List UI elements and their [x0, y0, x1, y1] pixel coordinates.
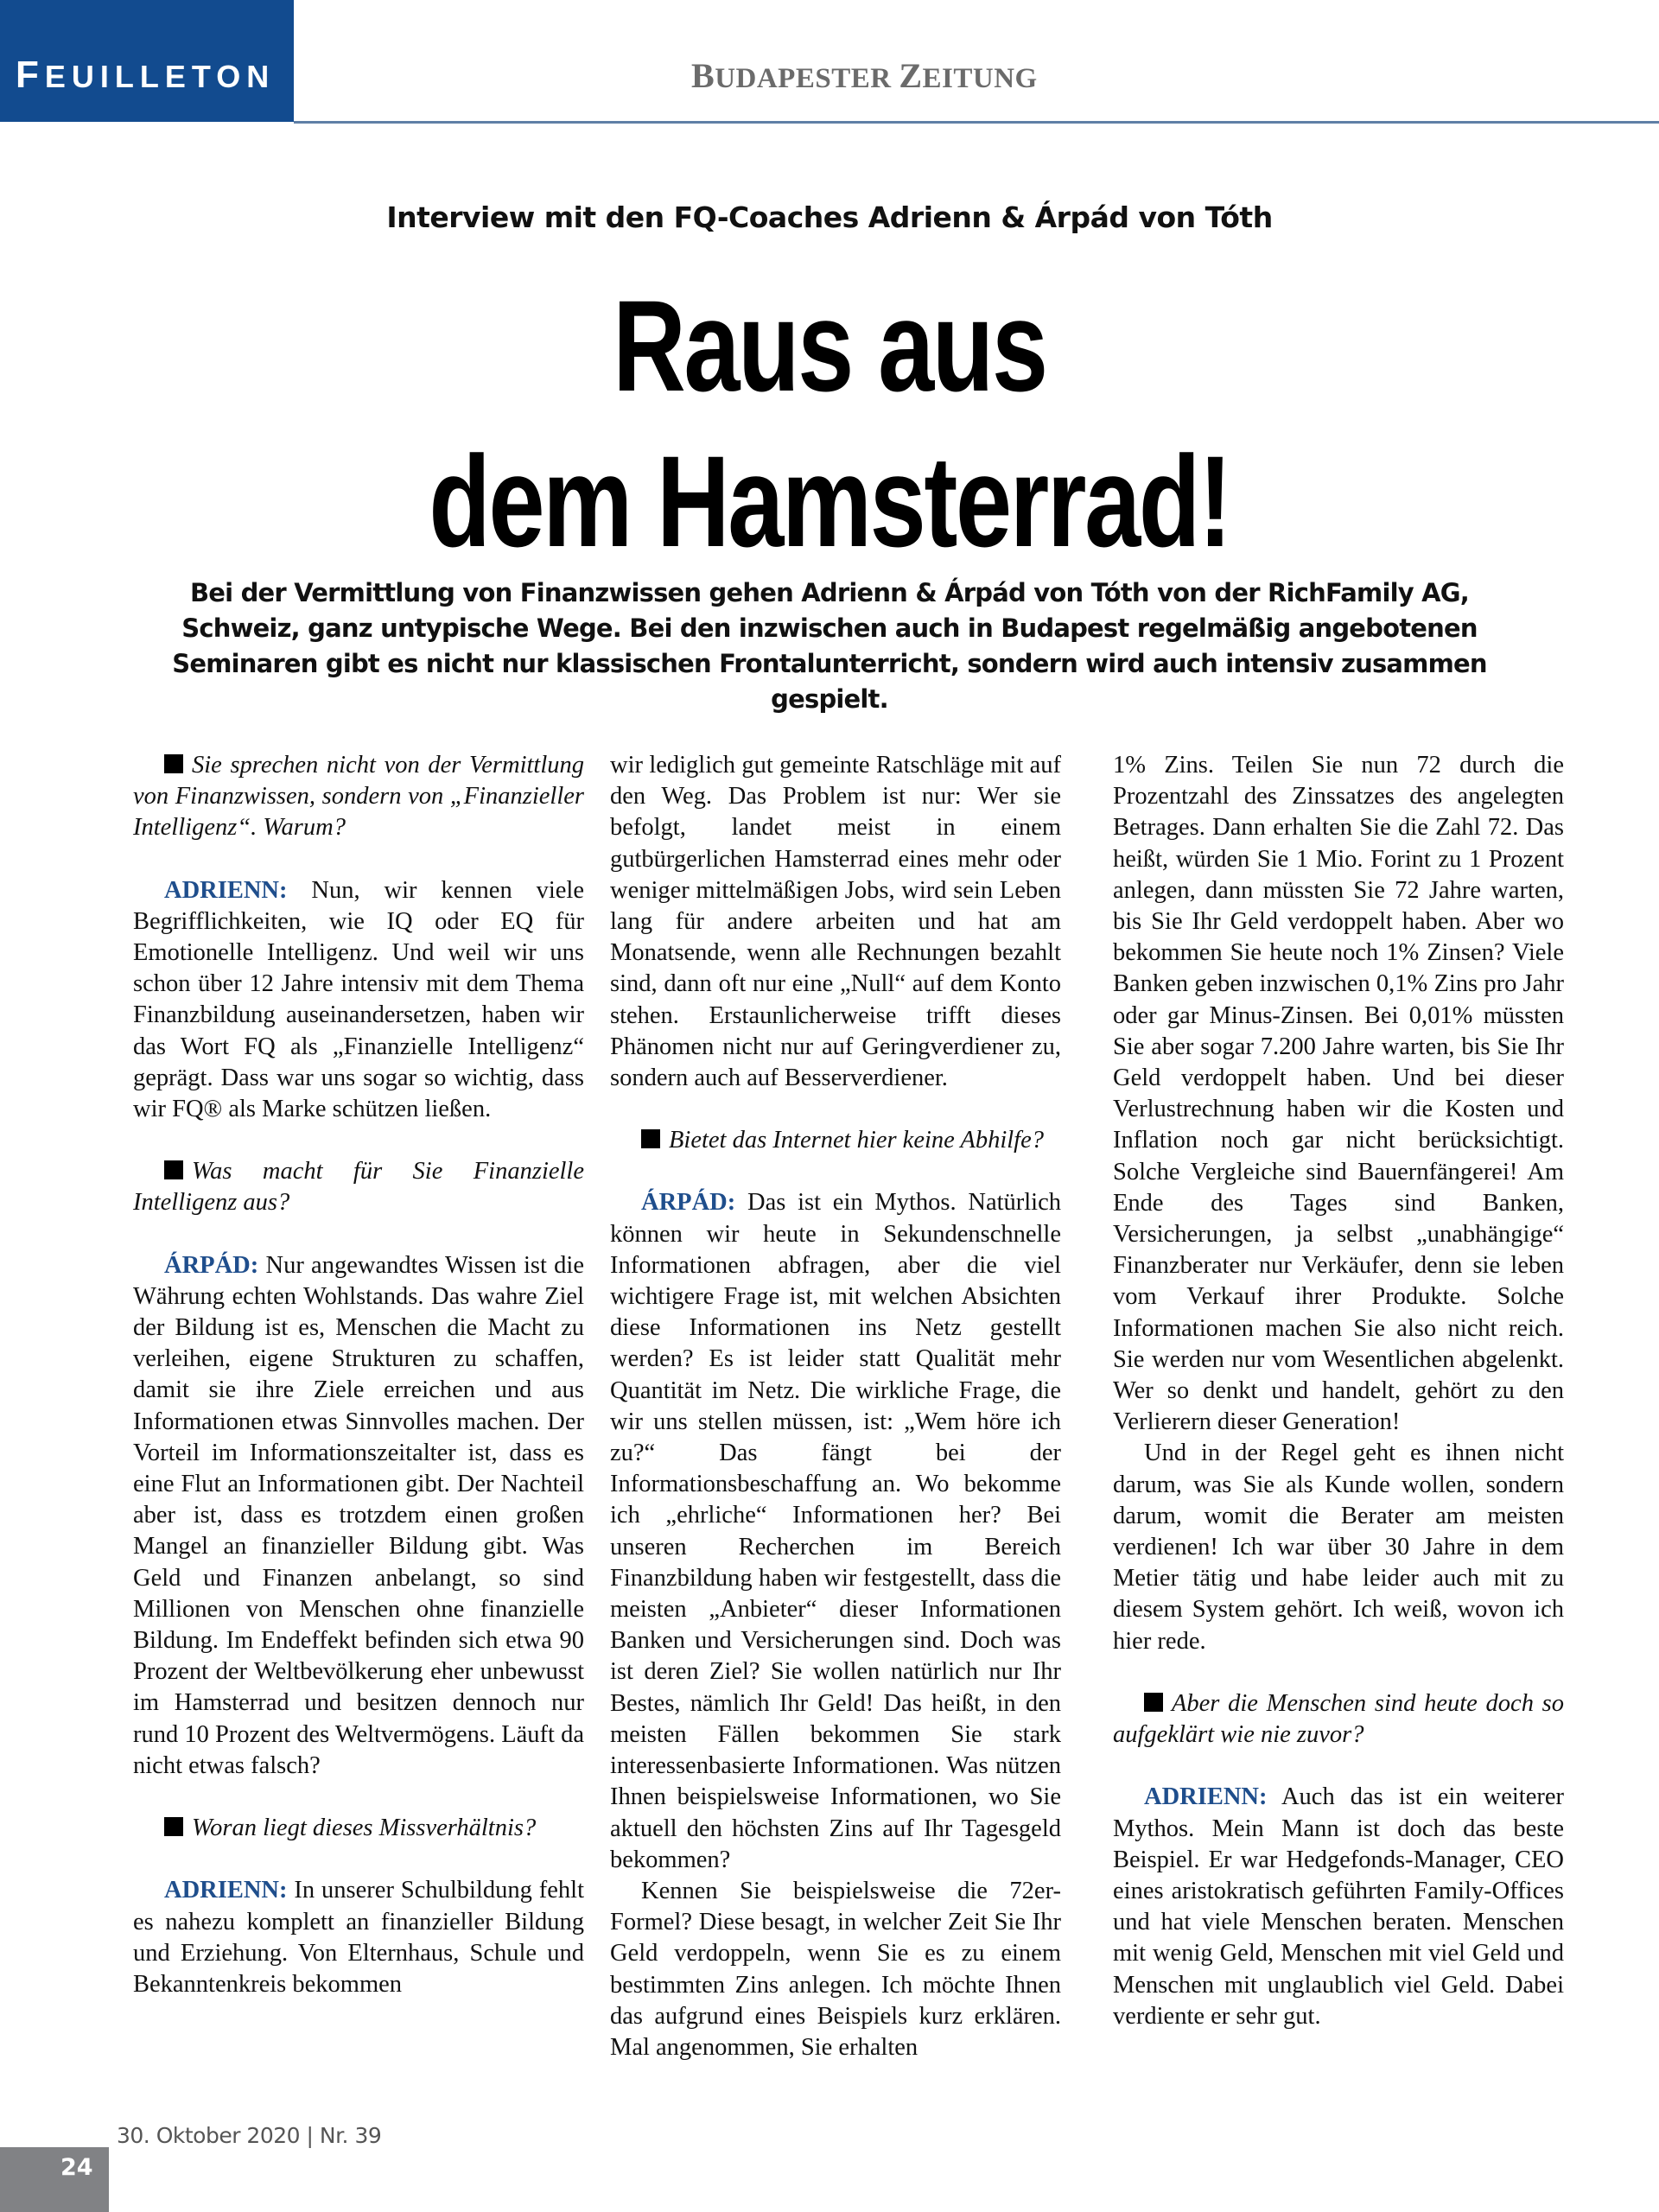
publication-initial-1: B: [691, 56, 715, 95]
answer-paragraph: Und in der Regel geht es ihnen nicht darum, was Sie als Kunde wollen, sondern darum, womit die Berater am meisten verdienen! Ich war über 30 Jahre in dem Metier tätig und habe leider auch mit zu diesem System gehört. Ich weiß, wovon ich hier rede.: [1113, 1440, 1564, 1655]
answer-continuation: 1% Zins. Teilen Sie nun 72 durch die Prozentzahl des Zinssatzes des angelegten Betrages. Dann erhalten Sie die Zahl 72. Das heißt, würden Sie 1 Mio. Forint zu 1 Prozent anlegen, dann müssten Sie 72 Jahre warten, bis Sie Ihr Geld verdoppelt haben. Aber wo bekommen Sie heute noch 1% Zinsen? Viele Banken geben inzwischen 0,1% Zins pro Jahr oder gar Minus-Zinsen. Bei 0,01% müssten Sie aber sogar 7.200 Jahre warten, bis Sie Ihr Geld verdoppelt haben. Und bei dieser Verlustrechnung haben wir die Kosten und Inflation noch gar nicht berücksichtigt. Solche Vergleiche sind Bauernfängerei! Am Ende des Tages sind Banken, Versicherungen, ja selbst „unabhängige“ Finanzberater nur Verkäufer, denn sie leben vom Verkauf ihrer Produkte. Solche Informationen machen Sie also nicht reich. Sie werden nur vom Wesentlichen abgelenkt. Wer so denkt und handelt, gehört zu den Verlierern dieser Generation!: [1113, 752, 1564, 1436]
publication-rest-1: UDAPESTER: [715, 63, 899, 94]
interview-question: [133, 1156, 584, 1218]
interview-answer: [133, 1875, 584, 2000]
interview-question: [133, 750, 584, 844]
question-text: Sie sprechen nicht von der Vermittlung von Finanzwissen, sondern von „Finanzieller Intelligenz“. Warum?: [133, 752, 584, 842]
article-column-3: [1113, 750, 1564, 2032]
section-label: [16, 54, 275, 97]
answer-paragraph: Kennen Sie beispielsweise die 72er-Formel? Diese besagt, in welcher Zeit Sie Ihr Geld verdoppeln, wenn Sie es zu einem bestimmten Zins anlegen. Ich möchte Ihnen das aufgrund eines Beispiels kurz erklären. Mal angenommen, Sie erhalten: [610, 1877, 1061, 2061]
section-tab: [0, 0, 294, 122]
issue-date: 30. Oktober 2020 | Nr. 39: [117, 2123, 382, 2148]
publication-name: [691, 55, 1038, 96]
page-number-box: [0, 2147, 109, 2212]
answer-text: Nun, wir kennen viele Begrifflichkeiten, wie IQ oder EQ für Emotionelle Intelligenz. Und weil wir uns schon über 12 Jahre intensiv mit dem Thema Finanzbildung auseinandersetzen, haben wir das Wort FQ als „Finanzielle Intelligenz“ geprägt. Dass war uns sogar so wichtig, dass wir FQ® als Marke schützen ließen.: [133, 876, 584, 1123]
section-label-rest: EUILLETON: [44, 59, 276, 94]
article-column-1: [133, 750, 584, 2000]
page-number: 24: [60, 2154, 93, 2181]
question-text: Bietet das Internet hier keine Abhilfe?: [669, 1127, 1044, 1154]
square-bullet-icon: [164, 754, 183, 773]
article-column-2: [610, 750, 1061, 2063]
interview-question: [1113, 1688, 1564, 1751]
interview-answer: [610, 1187, 1061, 1875]
publication-initial-2: Z: [899, 56, 923, 95]
square-bullet-icon: [1144, 1693, 1163, 1712]
interview-question: [133, 1813, 584, 1844]
question-text: Aber die Menschen sind heute doch so aufgeklärt wie nie zuvor?: [1113, 1689, 1564, 1749]
answer-continuation: wir lediglich gut gemeinte Ratschläge mit auf den Weg. Das Problem ist nur: Wer sie befolgt, landet meist in einem gutbürgerlichen Hamsterrad eines mehr oder weniger mittelmäßigen Jobs, wird sein Leben lang für andere arbeiten und hat am Monatsende, wenn alle Rechnungen bezahlt sind, dann oft nur eine „Null“ auf dem Konto stehen. Erstaunlicherweise trifft dieses Phänomen nicht nur auf Geringverdiener zu, sondern auch auf Besserverdiener.: [610, 752, 1061, 1092]
speaker-name: ADRIENN:: [164, 876, 288, 904]
question-text: Woran liegt dieses Missverhältnis?: [192, 1815, 537, 1842]
interview-answer: [133, 875, 584, 1126]
lead-line-1: Bei der Vermittlung von Finanzwissen gehen Adrienn & Árpád von Tóth von der RichFamily AG,: [189, 578, 1470, 607]
answer-text: In unserer Schulbildung fehlt es nahezu komplett an finanzieller Bildung und Erziehung. Von Elternhaus, Schule und Bekanntenkreis bekommen: [133, 1877, 584, 1998]
publication-rest-2: EITUNG: [922, 63, 1038, 94]
speaker-name: ÁRPÁD:: [641, 1189, 736, 1217]
speaker-name: ADRIENN:: [1144, 1783, 1268, 1811]
section-label-initial: F: [16, 54, 45, 96]
answer-text: Nur angewandtes Wissen ist die Währung echten Wohlstands. Das wahre Ziel der Bildung ist es, Menschen die Macht zu verleihen, eigene Strukturen zu schaffen, damit sie ihre Ziele erreichen und aus Informationen etwas Sinnvolles machen. Der Vorteil im Informationszeitalter ist, dass es eine Flut an Informationen gibt. Der Nachteil aber ist, dass es trotzdem einen großen Mangel an finanzieller Bildung gibt. Was Geld und Finanzen anbelangt, so sind Millionen von Menschen ohne finanzielle Bildung. Im Endeffekt befinden sich etwa 90 Prozent der Weltbevölkerung eher unbewusst im Hamsterrad und besitzen dennoch nur rund 10 Prozent des Weltvermögens. Läuft da nicht etwas falsch?: [133, 1251, 584, 1779]
square-bullet-icon: [164, 1160, 183, 1179]
answer-text: Das ist ein Mythos. Natürlich können wir heute in Sekundenschnelle Informationen abfragen, aber die viel wichtigere Frage ist, mit welchen Absichten diese Informationen ins Netz gestellt werden? Es ist leider statt Qualität mehr Quantität im Netz. Die wirkliche Frage, die wir uns stellen müssen, ist: „Wem höre ich zu?“ Das fängt bei der Informationsbeschaffung an. Wo bekomme ich „ehrliche“ Informationen her? Bei unseren Recherchen im Bereich Finanzbildung haben wir festgestellt, dass die meisten „Anbieter“ dieser Informationen Banken und Versicherungen sind. Doch was ist deren Ziel? Sie wollen natürlich nur Ihr Bestes, nämlich Ihr Geld! Das heißt, in den meisten Fällen bekommen Sie stark interessenbasierte Informationen. Was nützen Ihnen beispielsweise Informationen, wo Sie aktuell den höchsten Zins auf Ihr Tagesgeld bekommen?: [610, 1189, 1061, 1873]
interview-question: [610, 1125, 1061, 1156]
speaker-name: ADRIENN:: [164, 1877, 288, 1904]
square-bullet-icon: [164, 1817, 183, 1836]
square-bullet-icon: [641, 1129, 660, 1148]
answer-text: Auch das ist ein weiterer Mythos. Mein Mann ist doch das beste Beispiel. Er war Hedgefonds-Manager, CEO eines aristokratisch geführten Family-Offices und hat viele Menschen beraten. Menschen mit wenig Geld, Menschen mit viel Geld und Menschen mit unglaublich viel Geld. Dabei verdiente er sehr gut.: [1113, 1783, 1564, 2030]
lead-line-2: Schweiz, ganz untypische Wege. Bei den inzwischen auch in Budapest regelmäßig angebotenen: [181, 613, 1478, 643]
interview-answer: [133, 1250, 584, 1782]
speaker-name: ÁRPÁD:: [164, 1251, 259, 1279]
lead-line-3: Seminaren gibt es nicht nur klassischen Frontalunterricht, sondern wird auch intensiv zusammen gespielt.: [172, 649, 1487, 714]
article-headline: [182, 268, 1477, 579]
header-rule: [294, 121, 1659, 124]
headline-line-1: Raus aus: [613, 273, 1046, 418]
question-text: Was macht für Sie Finanzielle Intelligenz aus?: [133, 1158, 584, 1217]
interview-answer: [1113, 1782, 1564, 2032]
headline-line-2: dem Hamsterrad!: [429, 429, 1230, 574]
article-lead: [130, 575, 1529, 717]
article-kicker: Interview mit den FQ-Coaches Adrienn & Árpád von Tóth: [386, 200, 1273, 234]
